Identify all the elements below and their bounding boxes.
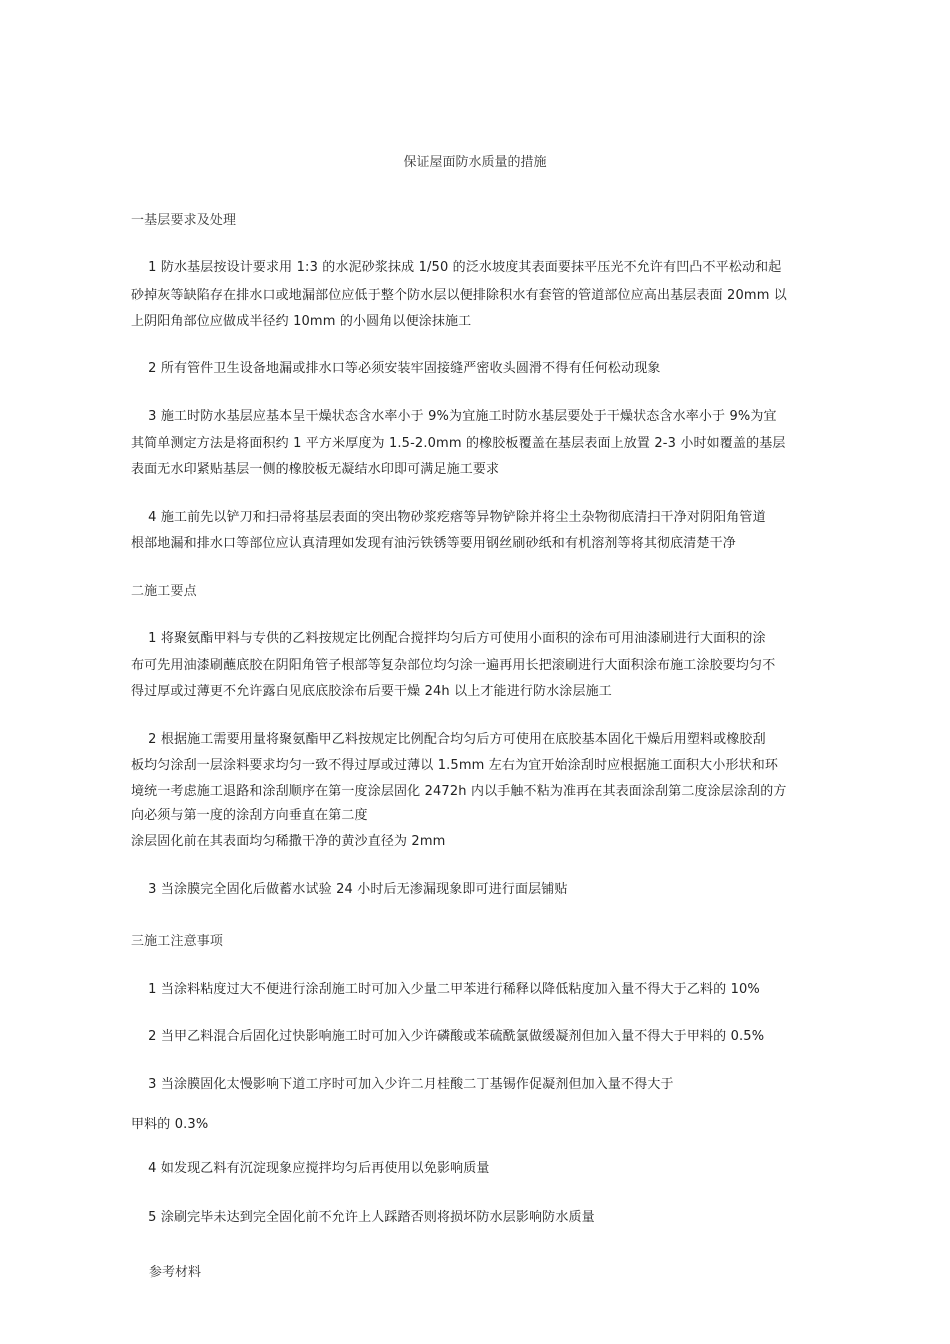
- paragraph-line: 布可先用油漆刷蘸底胶在阴阳角管子根部等复杂部位均匀涂一遍再用长把滚刷进行大面积涂布施工涂胶要均匀不: [131, 658, 776, 673]
- paragraph-line: 板均匀涂刮一层涂料要求均匀一致不得过厚或过薄以 1.5mm 左右为宜开始涂刮时应根据施工面积大小形状和环: [131, 758, 779, 773]
- paragraph-line: 甲料的 0.3%: [131, 1117, 209, 1132]
- paragraph-line: 向必须与第一度的涂刮方向垂直在第二度: [131, 808, 368, 823]
- paragraph-line: 2 所有管件卫生设备地漏或排水口等必须安装牢固接缝严密收头圆滑不得有任何松动现象: [131, 361, 661, 376]
- paragraph-line: 1 防水基层按设计要求用 1:3 的水泥砂浆抹成 1/50 的泛水坡度其表面要抹平压光不允许有凹凸不平松动和起: [131, 260, 782, 275]
- paragraph-line: 3 当涂膜完全固化后做蓄水试验 24 小时后无渗漏现象即可进行面层铺贴: [131, 882, 568, 897]
- paragraph-line: 境统一考虑施工退路和涂刮顺序在第一度涂层固化 2472h 内以手触不粘为准再在其表面涂刮第二度涂层涂刮的方: [131, 784, 787, 799]
- paragraph-line: 3 当涂膜固化太慢影响下道工序时可加入少许二月桂酸二丁基锡作促凝剂但加入量不得大于: [131, 1077, 674, 1092]
- paragraph-line: 1 将聚氨酯甲料与专供的乙料按规定比例配合搅拌均匀后方可使用小面积的涂布可用油漆刷进行大面积的涂: [131, 631, 766, 646]
- section-heading-3: 三施工注意事项: [131, 934, 224, 949]
- paragraph-line: 2 根据施工需要用量将聚氨酯甲乙料按规定比例配合均匀后方可使用在底胶基本固化干燥后用塑料或橡胶刮: [131, 732, 766, 747]
- paragraph-line: 4 如发现乙料有沉淀现象应搅拌均匀后再使用以免影响质量: [131, 1161, 490, 1176]
- paragraph-line: 上阴阳角部位应做成半径约 10mm 的小圆角以便涂抹施工: [131, 314, 472, 329]
- paragraph-line: 涂层固化前在其表面均匀稀撒干净的黄沙直径为 2mm: [131, 834, 446, 849]
- page-footer: 参考材料: [149, 1265, 202, 1280]
- section-heading-1: 一基层要求及处理: [131, 213, 237, 228]
- paragraph-line: 1 当涂料粘度过大不便进行涂刮施工时可加入少量二甲苯进行稀释以降低粘度加入量不得大于乙料的 10%: [131, 982, 760, 997]
- paragraph-line: 4 施工前先以铲刀和扫帚将基层表面的突出物砂浆疙瘩等异物铲除并将尘土杂物彻底清扫干净对阴阳角管道: [131, 510, 766, 525]
- paragraph-line: 砂掉灰等缺陷存在排水口或地漏部位应低于整个防水层以便排除积水有套管的管道部位应高出基层表面 20mm 以: [131, 288, 787, 303]
- section-heading-2: 二施工要点: [131, 584, 197, 599]
- document-title: 保证屋面防水质量的措施: [403, 155, 547, 170]
- paragraph-line: 得过厚或过薄更不允许露白见底底胶涂布后要干燥 24h 以上才能进行防水涂层施工: [131, 684, 612, 699]
- paragraph-line: 2 当甲乙料混合后固化过快影响施工时可加入少许磷酸或苯硫酰氯做缓凝剂但加入量不得大于甲料的 0.5%: [131, 1029, 765, 1044]
- paragraph-line: 表面无水印紧贴基层一侧的橡胶板无凝结水印即可满足施工要求: [131, 462, 500, 477]
- paragraph-line: 5 涂刷完毕未达到完全固化前不允许上人踩踏否则将损坏防水层影响防水质量: [131, 1210, 595, 1225]
- paragraph-line: 根部地漏和排水口等部位应认真清理如发现有油污铁锈等要用钢丝刷砂纸和有机溶剂等将其彻底清楚干净: [131, 536, 736, 551]
- paragraph-line: 其简单测定方法是将面积约 1 平方米厚度为 1.5-2.0mm 的橡胶板覆盖在基层表面上放置 2-3 小时如覆盖的基层: [131, 436, 786, 451]
- paragraph-line: 3 施工时防水基层应基本呈干燥状态含水率小于 9%为宜施工时防水基层要处于干燥状态含水率小于 9%为宜: [131, 409, 777, 424]
